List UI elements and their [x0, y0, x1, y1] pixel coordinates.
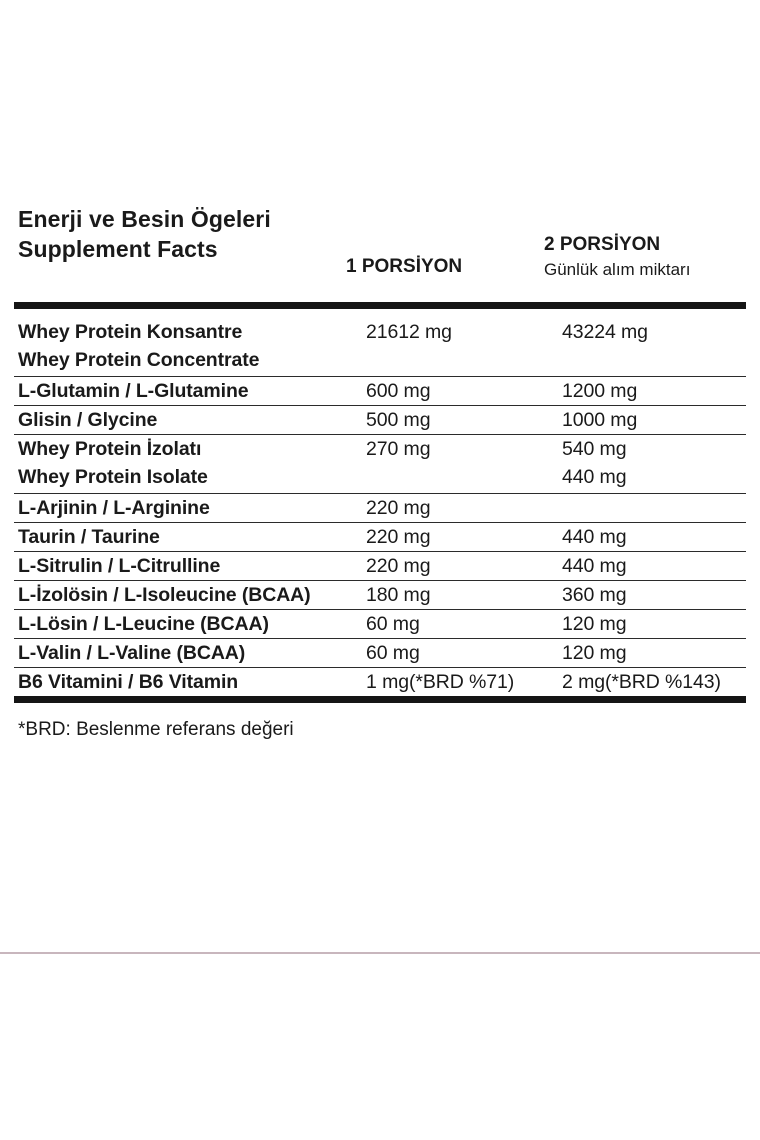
row-amount-1: 220 mg — [366, 555, 431, 577]
row-amount-2b: 440 mg — [562, 466, 627, 488]
row-amount-2: 540 mg — [562, 438, 627, 460]
table-row — [14, 435, 746, 464]
row-amount-1b — [346, 463, 542, 494]
row-amount-1: 21612 mg — [366, 321, 452, 343]
row-amount-2: 120 mg — [562, 642, 627, 664]
row-name-en: Whey Protein Concentrate — [18, 349, 260, 371]
label-inner — [14, 200, 746, 743]
table-row — [14, 581, 746, 610]
row-amount-2: 1200 mg — [562, 380, 638, 402]
row-amount-2: 440 mg — [562, 526, 627, 548]
nutrition-table — [14, 309, 746, 696]
row-name-tr: Taurin / Taurine — [18, 526, 160, 548]
row-amount-2: 43224 mg — [562, 321, 648, 343]
table-row — [14, 552, 746, 581]
row-amount-1: 180 mg — [366, 584, 431, 606]
title-english: Supplement Facts — [18, 236, 218, 262]
row-name-tr: L-Glutamin / L-Glutamine — [18, 380, 249, 402]
row-amount-1: 60 mg — [366, 642, 420, 664]
row-amount-2b — [542, 346, 746, 377]
row-amount-1: 270 mg — [366, 438, 431, 460]
table-row — [14, 494, 746, 523]
accent-line-bottom — [0, 952, 760, 954]
row-name-tr: L-Sitrulin / L-Citrulline — [18, 555, 221, 577]
row-name-tr: L-Arjinin / L-Arginine — [18, 497, 210, 519]
divider-top — [14, 302, 746, 309]
row-amount-2 — [542, 494, 746, 523]
label-header — [14, 200, 746, 298]
table-row — [14, 668, 746, 697]
footnote: *BRD: Beslenme referans değeri — [18, 719, 294, 740]
table-row — [14, 523, 746, 552]
table-row — [14, 377, 746, 406]
label-title-block — [18, 204, 348, 264]
row-amount-2: 1000 mg — [562, 409, 638, 431]
row-amount-1: 600 mg — [366, 380, 431, 402]
title-turkish: Enerji ve Besin Ögeleri — [18, 206, 271, 232]
column-header-serving-2 — [544, 232, 754, 282]
row-name-tr: B6 Vitamini / B6 Vitamin — [18, 671, 239, 693]
supplement-facts-panel — [0, 176, 760, 954]
row-amount-2: 120 mg — [562, 613, 627, 635]
column-header-serving-2-sub: Günlük alım miktarı — [544, 260, 691, 279]
row-name-tr: Whey Protein İzolatı — [18, 438, 202, 460]
divider-bottom — [14, 696, 746, 703]
table-row — [14, 309, 746, 346]
row-amount-2: 360 mg — [562, 584, 627, 606]
row-name-en: Whey Protein Isolate — [18, 466, 208, 488]
table-row — [14, 610, 746, 639]
column-header-serving-1: 1 PORSİYON — [346, 256, 463, 277]
row-name-tr: Glisin / Glycine — [18, 409, 158, 431]
row-amount-1: 220 mg — [366, 526, 431, 548]
row-name-tr: L-Lösin / L-Leucine (BCAA) — [18, 613, 269, 635]
table-row — [14, 639, 746, 668]
row-name-tr: L-İzolösin / L-Isoleucine (BCAA) — [18, 584, 311, 606]
table-row — [14, 406, 746, 435]
row-amount-1: 220 mg — [366, 497, 431, 519]
row-amount-2: 440 mg — [562, 555, 627, 577]
row-name-tr: Whey Protein Konsantre — [18, 321, 243, 343]
row-amount-2: 2 mg(*BRD %143) — [562, 671, 721, 693]
row-name-tr: L-Valin / L-Valine (BCAA) — [18, 642, 246, 664]
row-amount-1b — [346, 346, 542, 377]
table-row — [14, 346, 746, 377]
row-amount-1: 500 mg — [366, 409, 431, 431]
row-amount-1: 60 mg — [366, 613, 420, 635]
column-header-serving-2-main: 2 PORSİYON — [544, 234, 661, 255]
row-amount-1: 1 mg(*BRD %71) — [366, 671, 515, 693]
table-row — [14, 463, 746, 494]
